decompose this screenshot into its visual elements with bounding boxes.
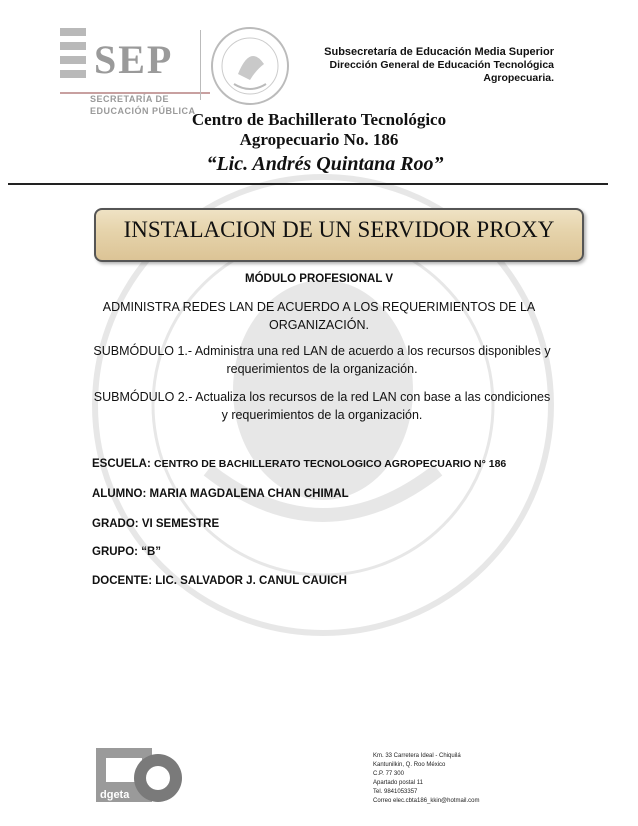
info-alumno: ALUMNO: MARIA MAGDALENA CHAN CHIMAL (92, 488, 349, 500)
school-name-line3: “Lic. Andrés Quintana Roo” (206, 153, 444, 175)
sep-logo-word: SEP (94, 37, 174, 82)
mexico-eagle-seal-icon (208, 24, 292, 108)
address-line: Tel. 9841053357 (373, 789, 418, 795)
info-docente: DOCENTE: LIC. SALVADOR J. CANUL CAUICH (92, 575, 347, 587)
header-divider (8, 183, 608, 185)
address-line: Km. 33 Carretera Ideal - Chiquilá (373, 753, 461, 759)
sep-logo-line2: EDUCACIÓN PÚBLICA (90, 106, 196, 116)
info-grado: GRADO: VI SEMESTRE (92, 518, 220, 530)
address-line: Correo elec.cbta186_kkin@hotmail.com (373, 798, 480, 804)
module-description: ADMINISTRA REDES LAN DE ACUERDO A LOS REQUERIMIENTOS DE LA ORGANIZACIÓN. (102, 300, 536, 332)
escuela-label: ESCUELA: (92, 458, 151, 470)
sep-bars-icon (60, 28, 86, 88)
submodule-2: SUBMÓDULO 2.- Actualiza los recursos de la red LAN con base a las condiciones y requerimientos de la organización. (93, 390, 551, 422)
dgeta-logo-text: dgeta (100, 789, 130, 801)
footer-address (373, 752, 479, 806)
direccion-text-line2: Agropecuaria. (483, 72, 554, 84)
school-name-block (0, 110, 638, 178)
header-institution (324, 46, 554, 85)
school-name-line1: Centro de Bachillerato Tecnológico (191, 110, 447, 129)
escuela-value: CENTRO DE BACHILLERATO TECNOLOGICO AGROPECUARIO N° 186 (153, 458, 507, 470)
sep-logo-line1: SECRETARÍA DE (90, 94, 170, 104)
dgeta-logo (92, 742, 184, 808)
submodule-1: SUBMÓDULO 1.- Administra una red LAN de acuerdo a los recursos disponibles y requerimientos de la organización. (93, 344, 551, 376)
school-name-line2: Agropecuario No. 186 (239, 130, 399, 149)
document-title: INSTALACION DE UN SERVIDOR PROXY (123, 217, 555, 242)
info-grupo: GRUPO: “B” (92, 546, 161, 558)
direccion-text-line1: Dirección General de Educación Tecnológica (329, 59, 554, 71)
module-title: MÓDULO PROFESIONAL V (244, 273, 394, 285)
info-escuela (92, 458, 506, 470)
address-line: C.P. 77 300 (373, 771, 404, 777)
title-banner (94, 208, 584, 262)
address-line: Apartado postal 11 (373, 780, 423, 786)
subsecretaria-text: Subsecretaría de Educación Media Superior (324, 46, 554, 58)
address-line: Kantunilkin, Q. Roo México (373, 762, 446, 768)
